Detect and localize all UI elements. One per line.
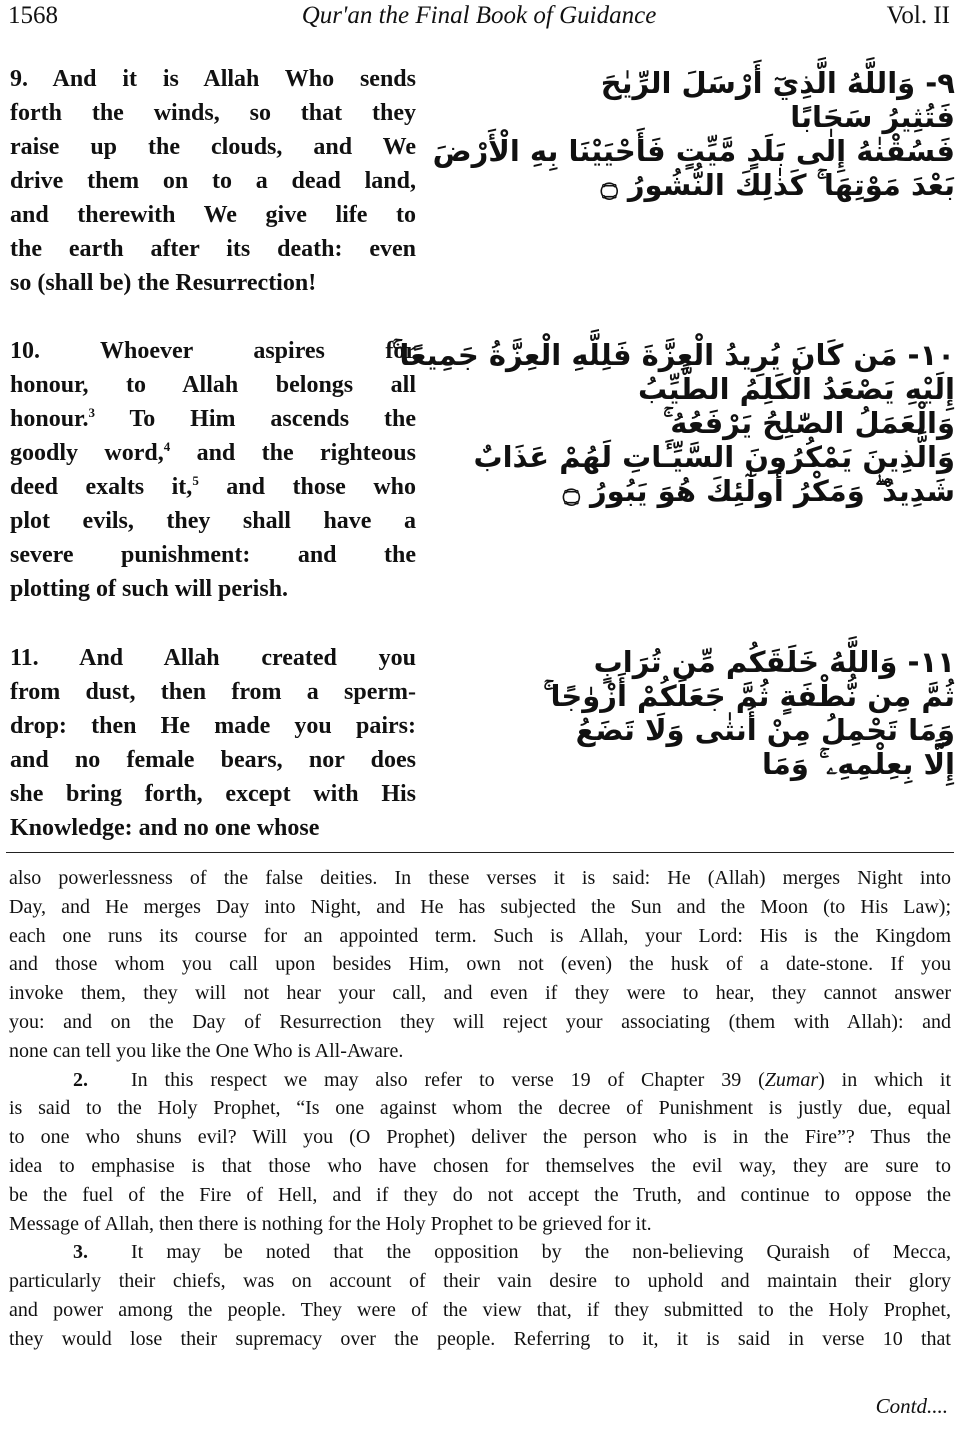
arabic-line: ٩- وَاللَّهُ الَّذِيٓ أَرْسَلَ الرِّيٰحَ xyxy=(600,66,955,100)
note-line xyxy=(9,864,951,893)
translation-line xyxy=(10,504,416,538)
text-segment: honour, to Allah belongs all xyxy=(10,372,416,398)
note-line xyxy=(9,979,951,1008)
note-line xyxy=(9,1267,951,1296)
arabic-line: وَالَّذِينَ يَمْكُرُونَ السَّيِّـَٔاتِ لَهُمْ عَذَابٌ xyxy=(473,440,955,474)
arabic-line: ثُمَّ مِن نُّطْفَةٍ ثُمَّ جَعَلَكُمْ أَزْوٰجًا ۚ xyxy=(543,679,955,713)
page-header xyxy=(8,2,950,34)
note-text: you: and on the Day of Resurrection they will reject your associating (them with Allah): and xyxy=(9,1010,951,1033)
text-segment: 10. Whoever aspires for xyxy=(10,338,416,364)
translation-line xyxy=(10,572,416,606)
note-text: idea to emphasise is that those who have chosen for themselves the evil way, they are sure to xyxy=(9,1154,951,1177)
arabic-line: وَالْعَمَلُ الصّٰلِحُ يَرْفَعُهُ ۚ xyxy=(662,406,955,440)
text-segment: plotting of such will perish. xyxy=(10,576,289,602)
note-line xyxy=(9,1296,951,1325)
verse-translation-10 xyxy=(10,334,416,606)
text-segment: so (shall be) the Resurrection! xyxy=(10,270,317,296)
note-text: is said to the Holy Prophet, “Is one against whom the decree of Punishment is justly due, equal xyxy=(9,1097,951,1120)
note-text: to one who shuns evil? Will you (O Prophet) deliver the person who is in the Fire”? Thus the xyxy=(9,1126,951,1149)
translation-line xyxy=(10,62,416,96)
text-segment: drive them on to a dead land, xyxy=(10,168,416,194)
text-segment: honour. xyxy=(10,406,89,432)
translation-line xyxy=(10,675,416,709)
note-text: In this respect we may also refer to verse 19 of Chapter 39 ( xyxy=(131,1068,765,1091)
text-segment: and therewith We give life to xyxy=(10,202,416,228)
text-segment: raise up the clouds, and We xyxy=(10,134,416,160)
text-segment: from dust, then from a sperm- xyxy=(10,679,416,705)
arabic-line: ١١- وَاللَّهُ خَلَقَكُم مِّن تُرَابٍ xyxy=(593,645,955,679)
translation-line xyxy=(10,164,416,198)
translation-line xyxy=(10,709,416,743)
text-segment: she bring forth, except with His xyxy=(10,781,416,807)
text-segment: 11. And Allah created you xyxy=(10,645,416,671)
note-text: It may be noted that the opposition by the non-believing Quraish of Mecca, xyxy=(131,1241,951,1264)
arabic-verse-10 xyxy=(392,338,955,508)
arabic-line: فَسُقْنٰهُ إِلٰى بَلَدٍ مَّيِّتٍ فَأَحْيَيْنَا بِهِ الْأَرْضَ xyxy=(432,134,955,168)
text-segment: goodly word, xyxy=(10,440,164,466)
note-text: be the fuel of the Fire of Hell, and if they do not accept the Truth, and continue to oppose the xyxy=(9,1183,951,1206)
note-line xyxy=(9,922,951,951)
text-segment: and those who xyxy=(198,474,417,500)
translation-line xyxy=(10,198,416,232)
arabic-line: إِلَيْهِ يَصْعَدُ الْكَلِمُ الطَّيِّبُ xyxy=(637,372,955,406)
note-text: particularly their chiefs, was on account of their vain desire to uphold and maintain their glory xyxy=(9,1270,951,1293)
note-text: each one runs its course for an appointed term. Such is Allah, your Lord: His is the Kingdom xyxy=(9,924,951,947)
note-line xyxy=(9,1037,951,1066)
translation-line xyxy=(10,402,416,436)
translation-line xyxy=(10,743,416,777)
note-line xyxy=(9,1238,951,1267)
note-text: none can tell you like the One Who is All-Aware. xyxy=(9,1039,404,1062)
text-segment: deed exalts it, xyxy=(10,474,193,500)
italic-term: Zumar xyxy=(764,1068,819,1091)
text-segment: forth the winds, so that they xyxy=(10,100,416,126)
arabic-line: فَتُثِيرُ سَحَابًا xyxy=(790,100,955,134)
translation-line xyxy=(10,334,416,368)
footnote-ref: 3 xyxy=(88,405,95,420)
note-number: 2. xyxy=(73,1068,88,1091)
volume-label: Vol. II xyxy=(886,2,950,29)
translation-line xyxy=(10,641,416,675)
text-segment: drop: then He made you pairs: xyxy=(10,713,416,739)
text-segment: 9. And it is Allah Who sends xyxy=(10,66,416,92)
note-text: also powerlessness of the false deities. In these verses it is said: He (Allah) merges Night into xyxy=(9,867,951,889)
verse-translation-9 xyxy=(10,62,416,300)
translation-line xyxy=(10,130,416,164)
arabic-line: شَدِيدٌ ۖ وَمَكْرُ أُولٰٓئِكَ هُوَ يَبُورُ ۝ xyxy=(562,474,955,508)
note-line xyxy=(9,1123,951,1152)
note-text: invoke them, they will not hear your call, and even if they were to hear, they cannot answer xyxy=(9,982,951,1005)
arabic-line: ١٠- مَن كَانَ يُرِيدُ الْعِزَّةَ فَلِلَّهِ الْعِزَّةُ جَمِيعًا ۚ xyxy=(392,338,955,372)
arabic-line: إِلَّا بِعِلْمِهِۦ ۚ وَمَا xyxy=(762,747,955,781)
translation-line xyxy=(10,96,416,130)
translation-line xyxy=(10,436,416,470)
note-text: and those whom you call upon besides Him, own not (even) the husk of a date-stone. If you xyxy=(9,953,951,976)
translation-line xyxy=(10,538,416,572)
translation-line xyxy=(10,232,416,266)
footnote-ref: 4 xyxy=(163,439,171,454)
footnote-ref: 5 xyxy=(192,473,199,488)
arabic-line: وَمَا تَحْمِلُ مِنْ أُنثٰى وَلَا تَضَعُ xyxy=(575,713,955,747)
footnote-divider xyxy=(6,852,954,853)
note-line xyxy=(9,1325,951,1354)
text-segment: plot evils, they shall have a xyxy=(10,508,416,534)
note-text: Day, and He merges Day into Night, and He has subjected the Sun and the Moon (to His Law); xyxy=(9,895,951,918)
note-line xyxy=(9,1181,951,1210)
text-segment: the earth after its death: even xyxy=(10,236,416,262)
note-line xyxy=(9,950,951,979)
note-line xyxy=(9,1210,951,1239)
note-line xyxy=(9,1152,951,1181)
page-number: 1568 xyxy=(8,2,58,29)
translation-line xyxy=(10,470,416,504)
translation-line xyxy=(10,266,416,300)
commentary-notes xyxy=(9,864,951,1354)
note-line xyxy=(9,1066,951,1095)
text-segment: and no female bears, nor does xyxy=(10,747,416,773)
note-text: and power among the people. They were of the view that, if they submitted to the Holy Prophet, xyxy=(9,1298,951,1321)
translation-line xyxy=(10,811,416,845)
arabic-line: بَعْدَ مَوْتِهَا ۚ كَذٰلِكَ النُّشُورُ ۝ xyxy=(600,168,955,202)
text-segment: To Him ascends the xyxy=(95,406,416,432)
note-text: Message of Allah, then there is nothing for the Holy Prophet to be grieved for it. xyxy=(9,1212,652,1235)
arabic-verse-11 xyxy=(440,645,955,781)
translation-line xyxy=(10,777,416,811)
note-number: 3. xyxy=(73,1241,88,1264)
verse-translation-11 xyxy=(10,641,416,845)
text-segment: Knowledge: and no one whose xyxy=(10,815,320,841)
translation-line xyxy=(10,368,416,402)
text-segment: severe punishment: and the xyxy=(10,542,416,568)
note-text: ) in which it xyxy=(818,1068,951,1091)
text-segment: and the righteous xyxy=(170,440,416,466)
note-line xyxy=(9,1094,951,1123)
running-title: Qur'an the Final Book of Guidance xyxy=(301,2,657,29)
note-text: they would lose their supremacy over the people. Referring to it, it is said in verse 10 that xyxy=(9,1327,951,1350)
note-line xyxy=(9,1008,951,1037)
arabic-verse-9 xyxy=(432,66,955,202)
continued-label: Contd.... xyxy=(875,1394,948,1418)
note-line xyxy=(9,893,951,922)
